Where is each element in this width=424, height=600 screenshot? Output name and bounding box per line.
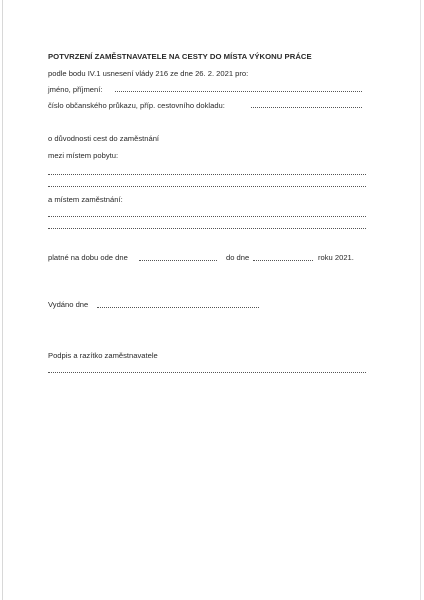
issued-date-fill-line[interactable]: [97, 307, 259, 308]
purpose-heading: o důvodnosti cest do zaměstnání: [48, 134, 160, 143]
workplace-label: a místem zaměstnání:: [48, 195, 123, 204]
workplace-fill-line-2[interactable]: [48, 228, 366, 229]
valid-from-label: platné na dobu ode dne: [48, 253, 128, 262]
residence-fill-line-2[interactable]: [48, 186, 366, 187]
id-document-label: číslo občanského průkazu, příp. cestovního dokladu:: [48, 101, 225, 110]
signature-fill-line[interactable]: [48, 372, 366, 373]
valid-to-label: do dne: [226, 253, 250, 262]
valid-from-fill-line[interactable]: [139, 260, 217, 261]
workplace-fill-line-1[interactable]: [48, 216, 366, 217]
valid-to-fill-line[interactable]: [253, 260, 313, 261]
issued-label: Vydáno dne: [48, 300, 89, 309]
name-label: jméno, příjmení:: [48, 85, 103, 94]
name-fill-line[interactable]: [115, 91, 362, 92]
document-title: POTVRZENÍ ZAMĚSTNAVATELE NA CESTY DO MÍSTA VÝKONU PRÁCE: [48, 52, 312, 61]
residence-label: mezi místem pobytu:: [48, 151, 119, 160]
signature-label: Podpis a razítko zaměstnavatele: [48, 351, 158, 360]
residence-fill-line-1[interactable]: [48, 174, 366, 175]
id-document-fill-line[interactable]: [251, 107, 362, 108]
year-suffix: roku 2021.: [318, 253, 354, 262]
legal-basis-line: podle bodu IV.1 usnesení vlády 216 ze dne 26. 2. 2021 pro:: [48, 69, 249, 78]
